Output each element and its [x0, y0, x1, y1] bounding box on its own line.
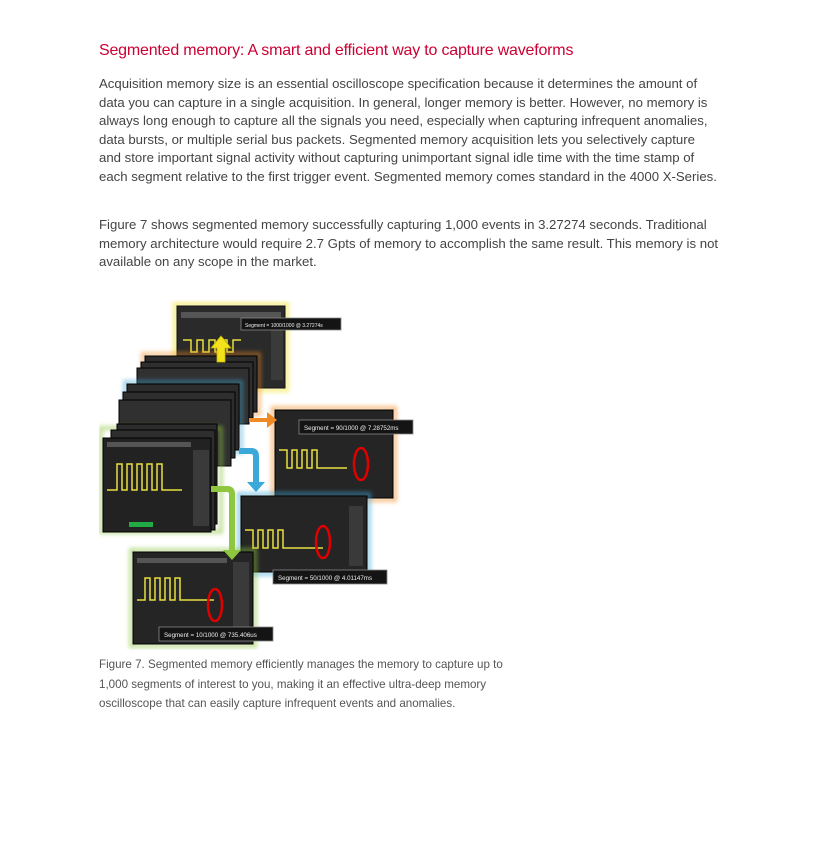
scope-stack-green [101, 424, 221, 532]
svg-text:Segment = 90/1000 @ 7.28752ms: Segment = 90/1000 @ 7.28752ms [304, 425, 399, 432]
segment-label-10 [159, 627, 273, 641]
paragraph-figure-reference: Figure 7 shows segmented memory successfully capturing 1,000 events in 3.27274 seconds. Traditional memory architecture would require 2.7 Gpts of memory to accomplish the same result. This memory is not available on any scope in the market. [99, 217, 719, 270]
blue-arrow-icon [239, 448, 265, 492]
segment-label-90 [299, 420, 413, 434]
svg-text:Segment = 1000/1000 @ 3.27274s: Segment = 1000/1000 @ 3.27274s [245, 323, 323, 329]
paragraph-acquisition-memory: Acquisition memory size is an essential oscilloscope specification because it determines the amount of data you can capture in a single acquisition. In general, longer memory is better. However, no memory is always long enough to capture all the signals you need, especially when capturing infrequent anomalies, data bursts, or multiple serial bus packets. Segmented memory acquisition lets you selectively capture and store important signal activity without capturing unimportant signal idle time with the time stamp of each segment relative to the first trigger event. Segmented memory comes standard in the 4000 X-Series. [99, 76, 717, 184]
segment-label-1000 [241, 318, 341, 330]
svg-text:Segment = 10/1000 @ 735.406us: Segment = 10/1000 @ 735.406us [164, 632, 257, 639]
scope-screen-segment-50 [239, 494, 369, 574]
segmented-memory-figure [99, 300, 419, 650]
section-heading: Segmented memory: A smart and efficient way to capture waveforms [99, 42, 574, 59]
segment-label-50 [273, 570, 387, 584]
figure-caption: Figure 7. Segmented memory efficiently manages the memory to capture up to 1,000 segments of interest to you, making it an effective ultra-deep memory oscilloscope that can easily capture infrequent events and anomalies. [99, 658, 503, 710]
svg-text:Segment = 50/1000 @ 4.01147ms: Segment = 50/1000 @ 4.01147ms [278, 575, 373, 582]
